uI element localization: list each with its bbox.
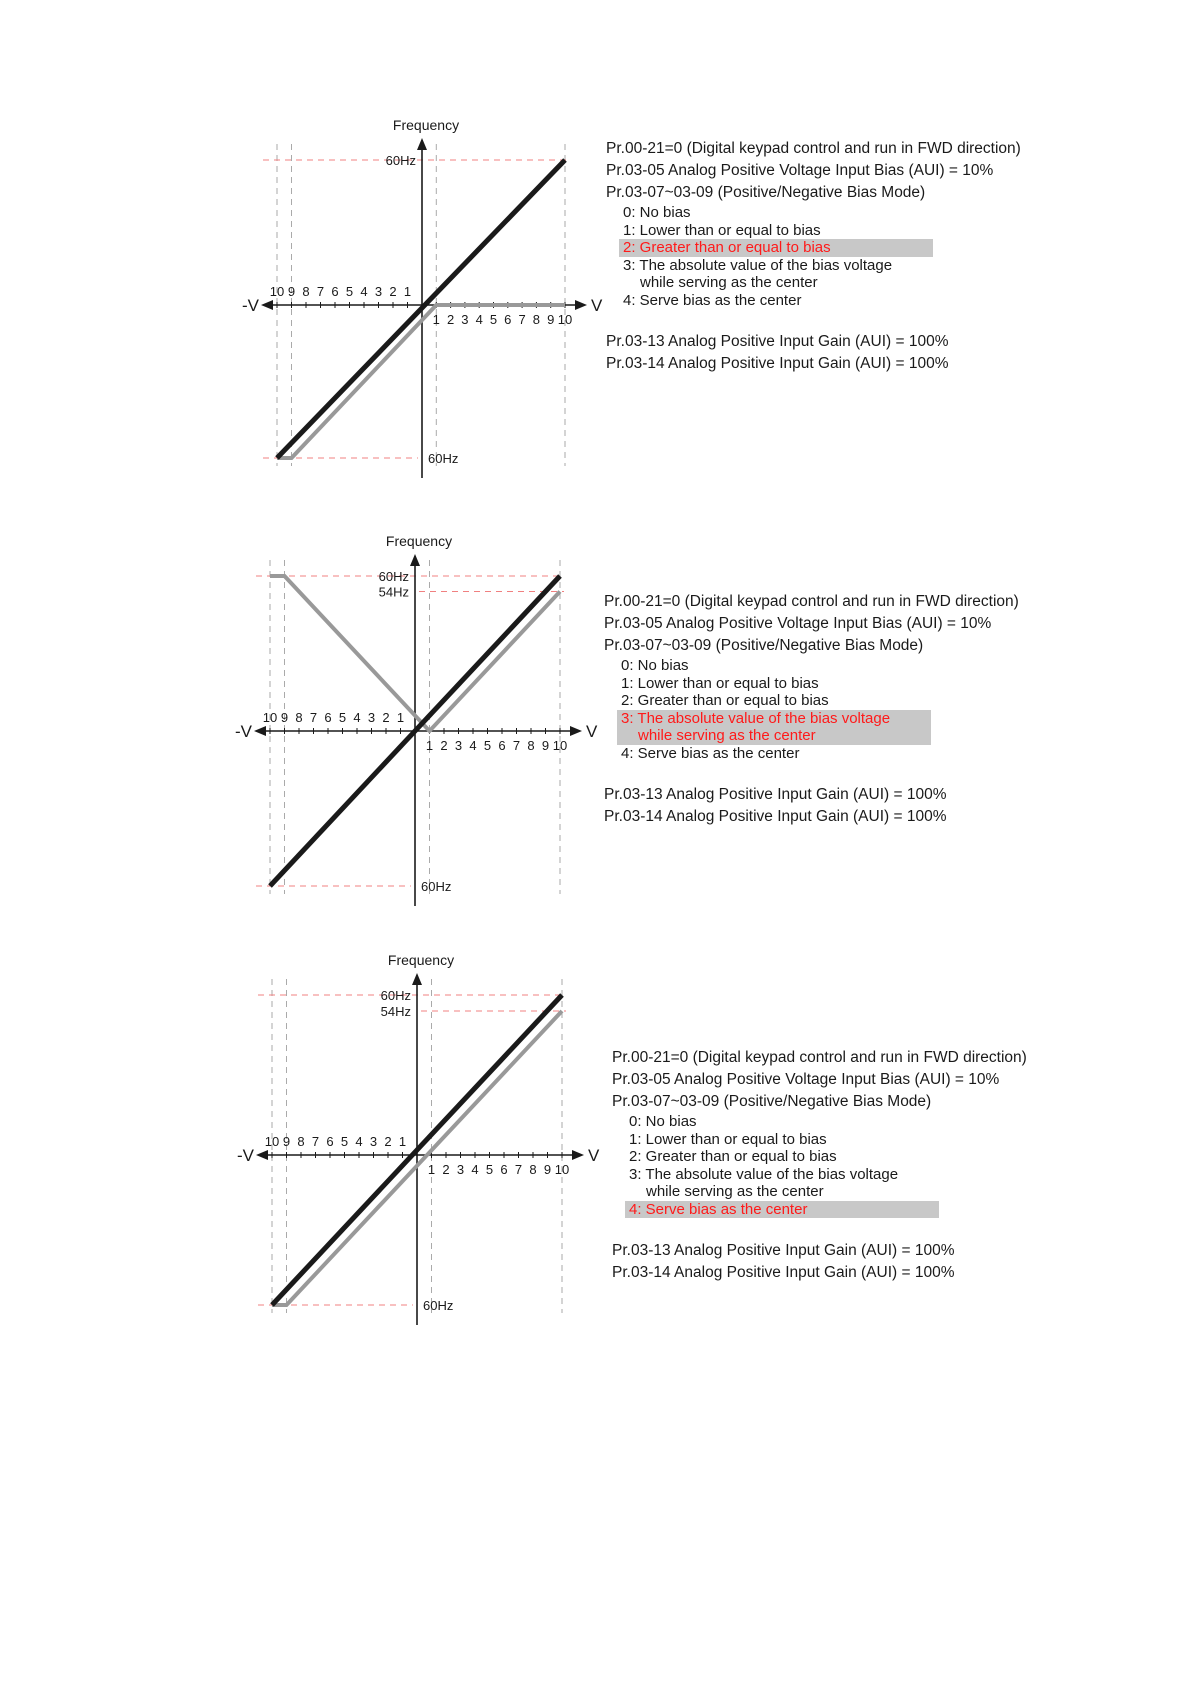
option-text-continued: while serving as the center (640, 274, 818, 291)
tick-label-positive: 10 (554, 1162, 570, 1177)
bias-mode-panel-1 (0, 100, 1190, 540)
tick-label-positive: 4 (471, 1162, 479, 1177)
tick-label-positive: 6 (498, 738, 506, 753)
tick-label-negative: 5 (338, 710, 347, 725)
tick-label-negative: 5 (340, 1134, 349, 1149)
tick-label-positive: 4 (469, 738, 477, 753)
bias-mode-panel-3 (0, 952, 1190, 1447)
tick-label-positive: 3 (461, 312, 469, 327)
tick-label-negative: 2 (389, 284, 397, 299)
x-axis-arrow-right (570, 726, 582, 736)
parameter-notes-2 (604, 591, 1019, 828)
tick-label-negative: 1 (403, 284, 412, 299)
bias-mode-option (629, 1113, 1027, 1131)
tick-label-negative: 7 (311, 1134, 320, 1149)
bias-output-line (277, 305, 565, 458)
bias-mode-option (621, 692, 1019, 710)
tick-label-positive: 7 (518, 312, 526, 327)
tick-label-negative: 6 (324, 710, 332, 725)
label-54hz: 54Hz (380, 1004, 411, 1019)
param-line: Pr.03-07~03-09 (Positive/Negative Bias Mode) (606, 184, 926, 201)
bias-mode-option (629, 1148, 1027, 1166)
tick-label-negative: 2 (384, 1134, 392, 1149)
parameter-notes-3 (612, 1047, 1027, 1284)
y-axis-arrow (417, 138, 427, 150)
tick-label-negative: 10 (262, 710, 278, 725)
option-text-continued: while serving as the center (638, 727, 816, 744)
label-neg-60hz: 60Hz (423, 1298, 454, 1313)
bias-mode-panel-2 (0, 533, 1190, 993)
tick-label-negative: 5 (345, 284, 354, 299)
y-axis-label: Frequency (387, 952, 455, 968)
tick-label-negative: 4 (360, 284, 368, 299)
tick-label-positive: 5 (483, 738, 492, 753)
tick-label-positive: 5 (489, 312, 498, 327)
label-60hz: 60Hz (380, 988, 411, 1003)
tick-label-negative: 10 (269, 284, 285, 299)
x-axis-label-negative: -V (242, 296, 259, 315)
option-text: 1: Lower than or equal to bias (623, 221, 821, 239)
gain-line: Pr.03-13 Analog Positive Input Gain (AUI) = 100% (604, 786, 947, 803)
bias-mode-options (623, 204, 1021, 309)
tick-label-positive: 2 (446, 312, 455, 327)
bias-mode-option-selected (625, 1201, 939, 1219)
tick-label-negative: 4 (353, 710, 361, 725)
option-text: 4: Serve bias as the center (623, 291, 802, 309)
tick-label-negative: 1 (396, 710, 405, 725)
tick-label-positive: 2 (442, 1162, 450, 1177)
tick-label-negative: 9 (282, 1134, 291, 1149)
tick-label-negative: 1 (398, 1134, 407, 1149)
param-line: Pr.03-05 Analog Positive Voltage Input Bias (AUI) = 10% (604, 615, 992, 632)
bias-mode-option (629, 1131, 1027, 1149)
y-axis-label: Frequency (392, 117, 460, 133)
tick-label-positive: 1 (427, 1162, 436, 1177)
gain-line: Pr.03-13 Analog Positive Input Gain (AUI) = 100% (606, 333, 949, 350)
label-60hz: 60Hz (378, 569, 409, 584)
tick-label-positive: 1 (425, 738, 434, 753)
tick-label-positive: 3 (454, 738, 463, 753)
bias-mode-option (621, 745, 1019, 763)
tick-label-negative: 4 (355, 1134, 363, 1149)
option-text: 0: No bias (621, 657, 689, 674)
option-text: 3: The absolute value of the bias voltage (623, 256, 893, 274)
x-axis-arrow-right (572, 1150, 584, 1160)
tick-label-positive: 2 (440, 738, 448, 753)
frequency-chart-1 (0, 100, 603, 540)
x-axis-label-positive: V (591, 296, 603, 315)
gain-settings (606, 331, 1021, 375)
tick-label-negative: 9 (287, 284, 296, 299)
option-text: 2: Greater than or equal to bias (629, 1148, 837, 1165)
bias-mode-option-selected (617, 710, 931, 745)
tick-label-positive: 9 (543, 1162, 552, 1177)
bias-mode-option (629, 1166, 1027, 1201)
bias-mode-option (621, 675, 1019, 693)
param-line: Pr.03-07~03-09 (Positive/Negative Bias Mode) (612, 1093, 932, 1110)
bias-mode-option (621, 657, 1019, 675)
tick-label-positive: 1 (432, 312, 440, 327)
x-axis-arrow-left (254, 726, 266, 736)
tick-label-positive: 10 (557, 312, 573, 327)
x-axis-arrow-right (575, 300, 587, 310)
frequency-chart-2 (0, 533, 600, 993)
gain-line: Pr.03-14 Analog Positive Input Gain (AUI) = 100% (612, 1264, 955, 1281)
parameter-notes-1 (606, 138, 1021, 375)
tick-label-negative: 7 (309, 710, 318, 725)
bias-mode-option (623, 222, 1021, 240)
tick-label-positive: 3 (456, 1162, 465, 1177)
tick-label-negative: 7 (316, 284, 325, 299)
param-line: Pr.00-21=0 (Digital keypad control and run in FWD direction) (606, 140, 1021, 157)
tick-label-negative: 3 (367, 710, 376, 725)
tick-label-positive: 7 (512, 738, 521, 753)
y-axis-label: Frequency (385, 533, 453, 549)
tick-label-positive: 5 (485, 1162, 494, 1177)
tick-label-positive: 6 (504, 312, 512, 327)
bias-mode-option-selected (619, 239, 933, 257)
tick-label-negative: 9 (280, 710, 289, 725)
tick-label-positive: 10 (552, 738, 568, 753)
param-line: Pr.00-21=0 (Digital keypad control and run in FWD direction) (612, 1049, 1027, 1066)
frequency-chart-3 (0, 952, 600, 1447)
param-line: Pr.03-05 Analog Positive Voltage Input Bias (AUI) = 10% (606, 162, 994, 179)
x-axis-arrow-left (256, 1150, 268, 1160)
bias-mode-option (623, 292, 1021, 310)
param-line: Pr.03-07~03-09 (Positive/Negative Bias Mode) (604, 637, 924, 654)
option-text: 4: Serve bias as the center (621, 744, 800, 762)
label-neg-60hz: 60Hz (428, 451, 459, 466)
gain-line: Pr.03-13 Analog Positive Input Gain (AUI) = 100% (612, 1242, 955, 1259)
label-neg-60hz: 60Hz (421, 879, 452, 894)
label-54hz: 54Hz (378, 584, 409, 600)
tick-label-positive: 9 (541, 738, 550, 753)
bias-mode-options (621, 657, 1019, 762)
no-bias-output-line (277, 160, 565, 458)
tick-label-positive: 8 (529, 1162, 537, 1177)
tick-label-positive: 8 (527, 738, 535, 753)
option-text: 0: No bias (629, 1113, 697, 1130)
param-line: Pr.00-21=0 (Digital keypad control and run in FWD direction) (604, 593, 1019, 610)
option-text: 3: The absolute value of the bias voltage (621, 709, 891, 727)
x-axis-label-positive: V (586, 722, 598, 741)
tick-label-negative: 8 (302, 284, 310, 299)
option-text: 2: Greater than or equal to bias (623, 239, 831, 256)
gain-settings (604, 784, 1019, 828)
option-text: 0: No bias (623, 204, 691, 221)
option-text: 3: The absolute value of the bias voltage (629, 1165, 899, 1183)
gain-line: Pr.03-14 Analog Positive Input Gain (AUI) = 100% (606, 355, 949, 372)
tick-label-negative: 8 (295, 710, 303, 725)
tick-label-negative: 10 (264, 1134, 280, 1149)
bias-mode-option (623, 257, 1021, 292)
tick-label-positive: 7 (514, 1162, 523, 1177)
x-axis-label-negative: -V (235, 722, 252, 741)
tick-label-negative: 3 (369, 1134, 378, 1149)
tick-label-negative: 2 (382, 710, 390, 725)
gain-line: Pr.03-14 Analog Positive Input Gain (AUI) = 100% (604, 808, 947, 825)
tick-label-negative: 6 (326, 1134, 334, 1149)
option-text: 2: Greater than or equal to bias (621, 692, 829, 709)
tick-label-positive: 8 (532, 312, 541, 327)
tick-label-positive: 6 (500, 1162, 508, 1177)
x-axis-label-negative: -V (237, 1146, 254, 1165)
tick-label-negative: 6 (331, 284, 339, 299)
x-axis-arrow-left (261, 300, 273, 310)
option-text-continued: while serving as the center (646, 1183, 824, 1200)
option-text: 4: Serve bias as the center (629, 1200, 808, 1218)
param-line: Pr.03-05 Analog Positive Voltage Input Bias (AUI) = 10% (612, 1071, 1000, 1088)
option-text: 1: Lower than or equal to bias (629, 1130, 827, 1148)
bias-mode-options (629, 1113, 1027, 1218)
label-60hz: 60Hz (385, 153, 416, 168)
tick-label-positive: 4 (475, 312, 483, 327)
tick-label-positive: 9 (547, 312, 555, 327)
option-text: 1: Lower than or equal to bias (621, 674, 819, 692)
x-axis-label-positive: V (588, 1146, 600, 1165)
tick-label-negative: 8 (297, 1134, 305, 1149)
gain-settings (612, 1240, 1027, 1284)
bias-mode-option (623, 204, 1021, 222)
tick-label-negative: 3 (374, 284, 383, 299)
y-axis-arrow (410, 554, 420, 566)
